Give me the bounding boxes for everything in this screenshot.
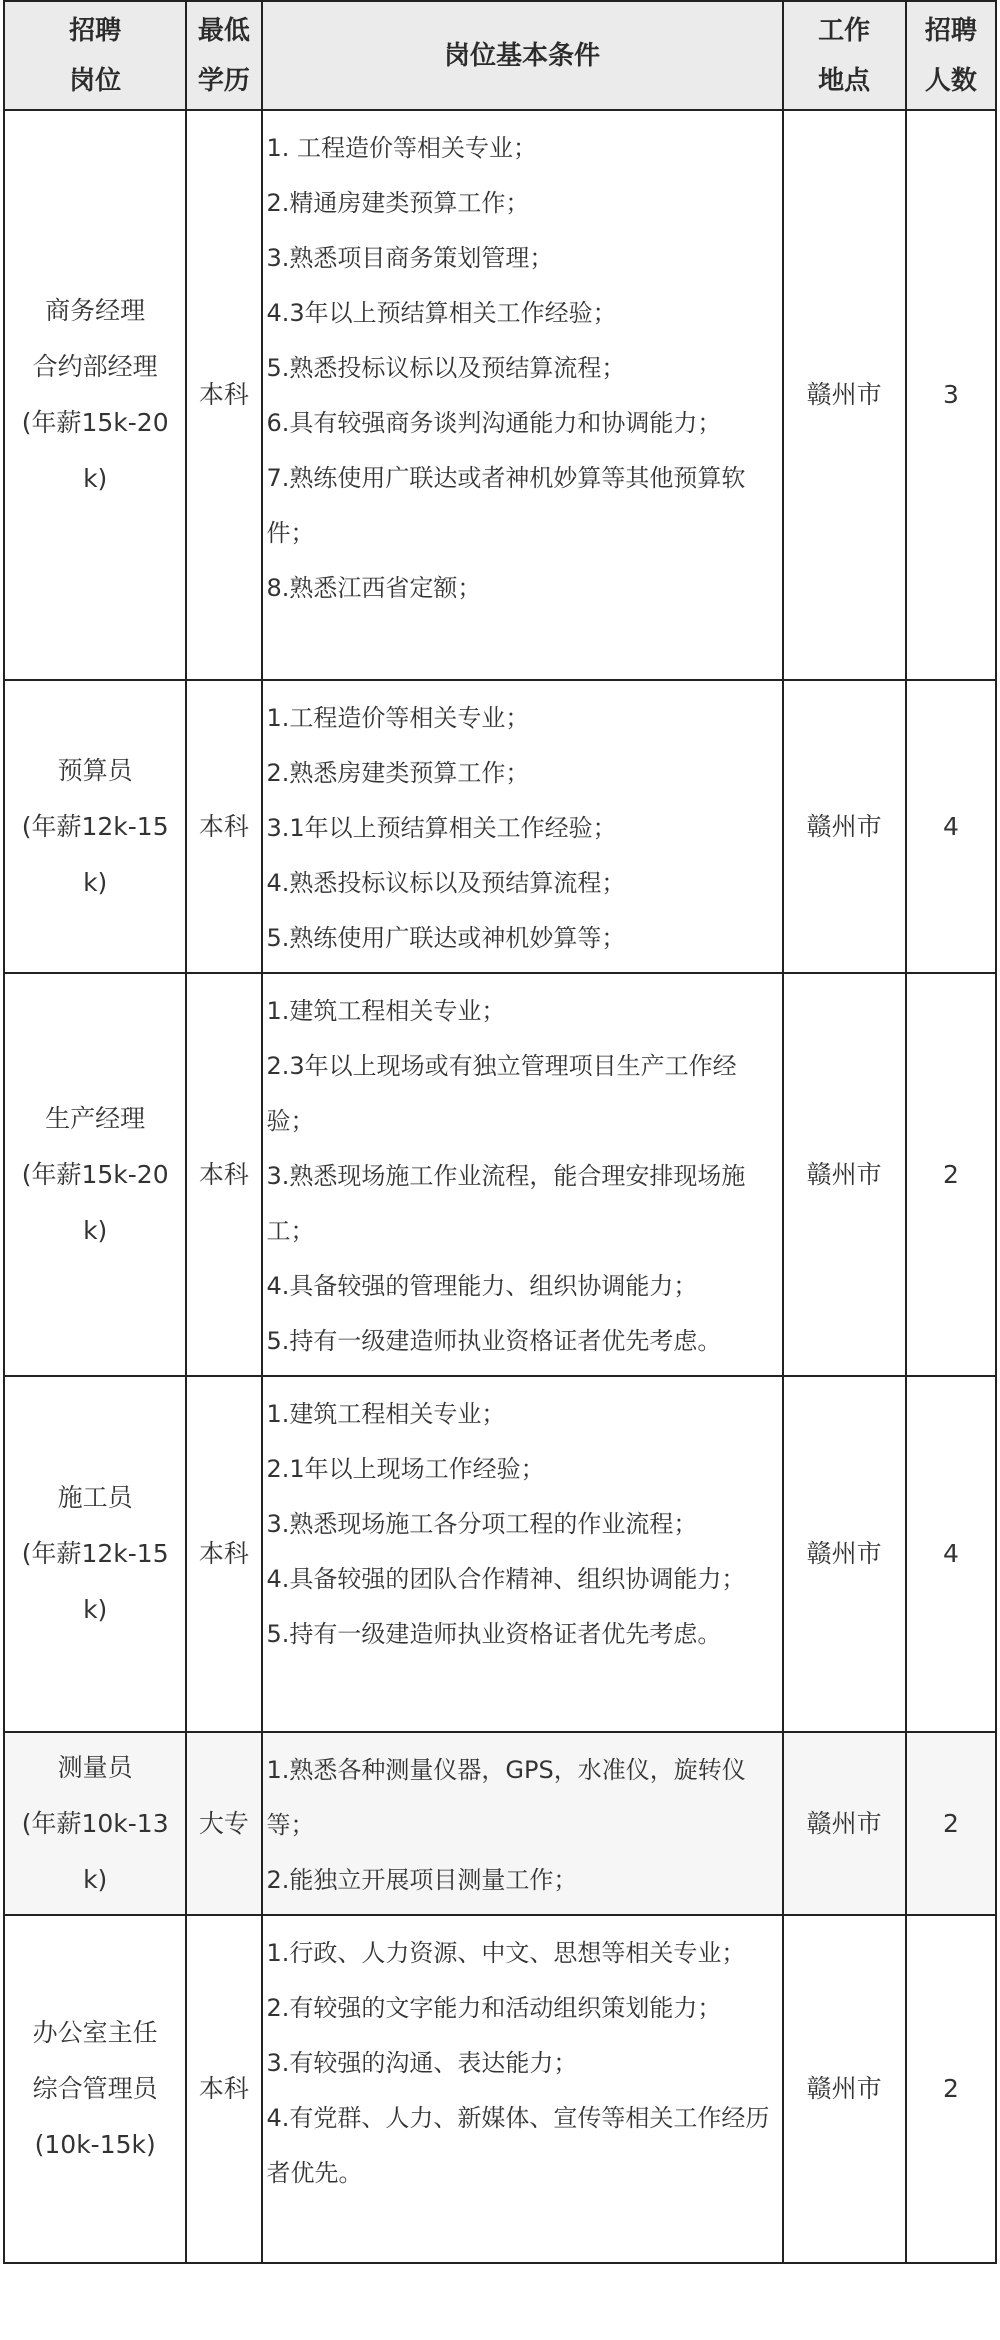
- headcount-cell: 4: [906, 1376, 996, 1732]
- requirement-item: 4.有党群、人力、新媒体、宣传等相关工作经历者优先。: [266, 2104, 770, 2187]
- headcount-cell: 3: [906, 110, 996, 680]
- table-row: [4, 1376, 996, 1732]
- requirement-item: 1.建筑工程相关专业；: [266, 997, 506, 1025]
- job-title-cell: [4, 110, 186, 680]
- requirement-item: 3.熟悉现场施工各分项工程的作业流程；: [266, 1510, 698, 1538]
- requirements-cell: [262, 1915, 783, 2263]
- job-title-line: 施工员: [57, 1483, 133, 1512]
- requirement-item: 3.熟悉项目商务策划管理；: [266, 244, 554, 272]
- requirement-item: 3.1年以上预结算相关工作经验；: [266, 814, 617, 842]
- requirements-cell: [262, 110, 783, 680]
- job-title-line: 办公室主任: [32, 2018, 158, 2047]
- header-title-line: 岗位: [69, 65, 122, 96]
- headcount-cell: 2: [906, 1732, 996, 1915]
- job-title-line: 测量员: [57, 1752, 133, 1782]
- requirement-item: 2.3年以上现场或有独立管理项目生产工作经验；: [266, 1052, 737, 1135]
- requirement-item: 3.有较强的沟通、表达能力；: [266, 2049, 578, 2077]
- job-title-cell: [4, 1915, 186, 2263]
- job-title-line: (年薪15k-20k): [21, 408, 169, 493]
- requirement-item: 2.熟悉房建类预算工作；: [266, 759, 530, 787]
- header-education-line: 最低: [197, 15, 250, 46]
- job-title-line: (年薪15k-20k): [21, 1159, 169, 1245]
- location-cell: 赣州市: [783, 1915, 906, 2263]
- header-headcount-line: 招聘: [924, 15, 977, 46]
- job-title-line: (年薪12k-15k): [21, 1539, 169, 1624]
- table-row: [4, 1915, 996, 2263]
- recruitment-table: [3, 0, 997, 2264]
- requirement-item: 4.熟悉投标议标以及预结算流程；: [266, 869, 626, 897]
- requirement-item: 2.精通房建类预算工作；: [266, 189, 530, 217]
- requirement-item: 1.工程造价等相关专业；: [266, 704, 530, 732]
- location-cell: 赣州市: [783, 1376, 906, 1732]
- headcount-cell: 4: [906, 680, 996, 973]
- job-title-cell: [4, 680, 186, 973]
- location-cell: 赣州市: [783, 1732, 906, 1915]
- requirement-item: 2.1年以上现场工作经验；: [266, 1455, 545, 1483]
- header-location: [783, 1, 906, 110]
- header-location-line: 工作: [818, 15, 871, 46]
- header-requirements-line: 岗位基本条件: [444, 40, 601, 71]
- education-cell: 本科: [186, 680, 261, 973]
- headcount-cell: 2: [906, 1915, 996, 2263]
- job-title-line: (年薪10k-13k): [21, 1808, 169, 1894]
- table-row: [4, 680, 996, 973]
- requirement-item: 5.持有一级建造师执业资格证者优先考虑。: [266, 1327, 722, 1355]
- requirements-cell: [262, 1732, 783, 1915]
- location-cell: 赣州市: [783, 680, 906, 973]
- requirement-item: 4.具备较强的团队合作精神、组织协调能力；: [266, 1565, 746, 1593]
- education-cell: 本科: [186, 973, 261, 1376]
- header-education: [186, 1, 261, 110]
- education-cell: 本科: [186, 1376, 261, 1732]
- job-title-line: (年薪12k-15k): [21, 811, 169, 897]
- job-title-line: (10k-15k): [34, 2130, 156, 2159]
- job-title-cell: [4, 1376, 186, 1732]
- job-title-line: 综合管理员: [32, 2074, 158, 2103]
- requirement-item: 6.具有较强商务谈判沟通能力和协调能力；: [266, 409, 722, 437]
- requirement-item: 1. 工程造价等相关专业；: [266, 134, 538, 162]
- requirements-cell: [262, 1376, 783, 1732]
- job-title-cell: [4, 1732, 186, 1915]
- table-row: [4, 110, 996, 680]
- header-title: [4, 1, 186, 110]
- requirement-item: 1.行政、人力资源、中文、思想等相关专业；: [266, 1939, 746, 1967]
- job-title-line: 合约部经理: [32, 352, 158, 381]
- headcount-cell: 2: [906, 973, 996, 1376]
- header-title-line: 招聘: [69, 15, 122, 46]
- requirement-item: 4.3年以上预结算相关工作经验；: [266, 299, 617, 327]
- requirement-item: 3.熟悉现场施工作业流程，能合理安排现场施工；: [266, 1162, 746, 1245]
- requirement-item: 5.熟悉投标议标以及预结算流程；: [266, 354, 626, 382]
- education-cell: 本科: [186, 110, 261, 680]
- header-location-line: 地点: [818, 65, 871, 96]
- header-headcount-line: 人数: [924, 65, 977, 96]
- table-row: [4, 1732, 996, 1915]
- job-title-line: 商务经理: [45, 296, 146, 325]
- table-header-row: [4, 1, 996, 110]
- header-requirements: [262, 1, 783, 110]
- education-cell: 本科: [186, 1915, 261, 2263]
- education-cell: 大专: [186, 1732, 261, 1915]
- requirement-item: 5.熟练使用广联达或神机妙算等；: [266, 924, 626, 952]
- job-title-cell: [4, 973, 186, 1376]
- header-headcount: [906, 1, 996, 110]
- table-body: [4, 110, 996, 2263]
- requirement-item: 1.熟悉各种测量仪器，GPS，水准仪，旋转仪等；: [266, 1756, 746, 1839]
- table-row: [4, 973, 996, 1376]
- requirement-item: 4.具备较强的管理能力、组织协调能力；: [266, 1272, 698, 1300]
- location-cell: 赣州市: [783, 973, 906, 1376]
- requirement-item: 7.熟练使用广联达或者神机妙算等其他预算软件；: [266, 464, 746, 547]
- requirement-item: 8.熟悉江西省定额；: [266, 574, 482, 602]
- requirement-item: 1.建筑工程相关专业；: [266, 1400, 506, 1428]
- requirements-cell: [262, 680, 783, 973]
- location-cell: 赣州市: [783, 110, 906, 680]
- requirement-item: 2.有较强的文字能力和活动组织策划能力；: [266, 1994, 722, 2022]
- requirements-cell: [262, 973, 783, 1376]
- header-education-line: 学历: [197, 65, 250, 96]
- job-title-line: 生产经理: [45, 1103, 146, 1133]
- requirement-item: 2.能独立开展项目测量工作；: [266, 1866, 578, 1894]
- job-title-line: 预算员: [57, 755, 133, 785]
- requirement-item: 5.持有一级建造师执业资格证者优先考虑。: [266, 1620, 722, 1648]
